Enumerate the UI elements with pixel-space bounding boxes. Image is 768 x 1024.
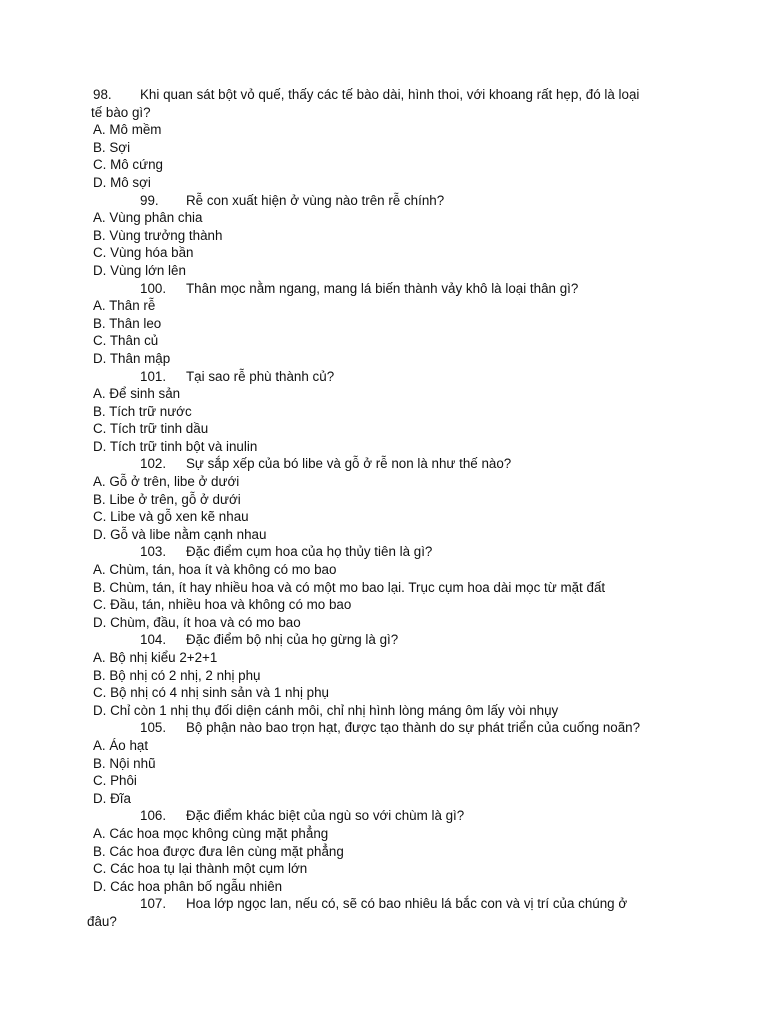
option-d: D. Tích trữ tinh bột và inulin xyxy=(93,438,258,454)
option-a: A. Thân rễ xyxy=(93,298,156,314)
option-a: A. Gỗ ở trên, libe ở dưới xyxy=(93,474,240,490)
option-a: A. Áo hạt xyxy=(93,737,149,753)
question-98 xyxy=(93,86,708,121)
question-102 xyxy=(93,455,708,473)
question-number: 104. xyxy=(140,632,167,648)
question-text: Bộ phận nào bao trọn hạt, được tạo thành do sự phát triển của cuống noãn? xyxy=(186,720,641,736)
question-107 xyxy=(87,895,708,930)
question-number: 101. xyxy=(140,368,167,384)
question-text: Khi quan sát bột vỏ quế, thấy các tế bào dài, hình thoi, với khoang rất hẹp, đó là loại xyxy=(140,87,640,102)
option-d: D. Thân mập xyxy=(93,350,171,366)
question-number: 103. xyxy=(140,544,167,560)
question-number: 98. xyxy=(93,87,112,102)
question-number: 102. xyxy=(140,456,167,472)
question-number: 105. xyxy=(140,720,167,736)
question-103 xyxy=(93,543,708,561)
option-a: A. Vùng phân chia xyxy=(93,210,203,226)
option-a: A. Bộ nhị kiểu 2+2+1 xyxy=(93,650,218,665)
option-c: C. Các hoa tụ lại thành một cụm lớn xyxy=(93,861,308,877)
option-a: A. Mô mềm xyxy=(93,122,162,138)
question-text: Hoa lớp ngọc lan, nếu có, sẽ có bao nhiêu lá bắc con và vị trí của chúng ở xyxy=(186,896,628,912)
option-c: C. Đầu, tán, nhiều hoa và không có mo bao xyxy=(93,597,352,613)
option-d: D. Mô sợi xyxy=(93,174,151,190)
option-b: B. Vùng trưởng thành xyxy=(93,227,223,243)
question-100 xyxy=(93,280,708,298)
option-b: B. Sợi xyxy=(93,139,131,155)
option-d: D. Chỉ còn 1 nhị thụ đối diện cánh môi, chỉ nhị hình lòng máng ôm lấy vòi nhụy xyxy=(93,702,559,718)
option-d: D. Các hoa phân bố ngẫu nhiên xyxy=(93,878,283,894)
option-a: A. Các hoa mọc không cùng mặt phẳng xyxy=(93,825,329,841)
question-number: 100. xyxy=(140,280,167,296)
option-b: B. Thân leo xyxy=(93,315,162,331)
option-c: C. Bộ nhị có 4 nhị sinh sản và 1 nhị phụ xyxy=(93,685,329,701)
question-number: 99. xyxy=(140,192,159,208)
question-106 xyxy=(93,807,708,825)
question-text: Tại sao rễ phù thành củ? xyxy=(186,368,335,384)
question-104 xyxy=(93,631,708,649)
option-b: B. Libe ở trên, gỗ ở dưới xyxy=(93,491,241,507)
question-text: Đặc điểm cụm hoa của họ thủy tiên là gì? xyxy=(186,544,433,560)
question-text-continued: tế bào gì? xyxy=(91,104,151,120)
question-text: Đặc điểm bộ nhị của họ gừng là gì? xyxy=(186,632,399,648)
question-text: Sự sắp xếp của bó libe và gỗ ở rễ non là như thế nào? xyxy=(186,456,512,472)
option-d: D. Vùng lớn lên xyxy=(93,262,186,278)
option-b: B. Nội nhũ xyxy=(93,755,156,771)
option-b: B. Các hoa được đưa lên cùng mặt phẳng xyxy=(93,843,344,859)
question-99 xyxy=(93,192,708,210)
option-b: B. Chùm, tán, ít hay nhiều hoa và có một mo bao lại. Trục cụm hoa dài mọc từ mặt đất xyxy=(93,579,606,595)
option-a: A. Để sinh sản xyxy=(93,386,181,402)
option-d: D. Chùm, đầu, ít hoa và có mo bao xyxy=(93,614,301,630)
option-c: C. Thân củ xyxy=(93,333,159,349)
question-105 xyxy=(93,719,708,737)
option-c: C. Mô cứng xyxy=(93,157,163,173)
question-number: 106. xyxy=(140,808,167,824)
question-text-continued: đâu? xyxy=(87,913,117,929)
option-a: A. Chùm, tán, hoa ít và không có mo bao xyxy=(93,562,337,578)
question-101 xyxy=(93,368,708,386)
option-c: C. Tích trữ tinh dầu xyxy=(93,421,209,437)
option-c: C. Vùng hóa bần xyxy=(93,245,194,261)
question-text: Rễ con xuất hiện ở vùng nào trên rễ chính? xyxy=(186,192,445,208)
option-d: D. Gỗ và libe nằm cạnh nhau xyxy=(93,526,267,542)
option-c: C. Libe và gỗ xen kẽ nhau xyxy=(93,509,249,525)
option-b: B. Tích trữ nước xyxy=(93,403,192,419)
option-b: B. Bộ nhị có 2 nhị, 2 nhị phụ xyxy=(93,667,261,683)
option-d: D. Đĩa xyxy=(93,790,131,806)
question-number: 107. xyxy=(140,896,167,912)
question-text: Đặc điểm khác biệt của ngù so với chùm là gì? xyxy=(186,808,465,824)
option-c: C. Phôi xyxy=(93,773,137,789)
question-text: Thân mọc nằm ngang, mang lá biến thành vảy khô là loại thân gì? xyxy=(186,280,579,296)
